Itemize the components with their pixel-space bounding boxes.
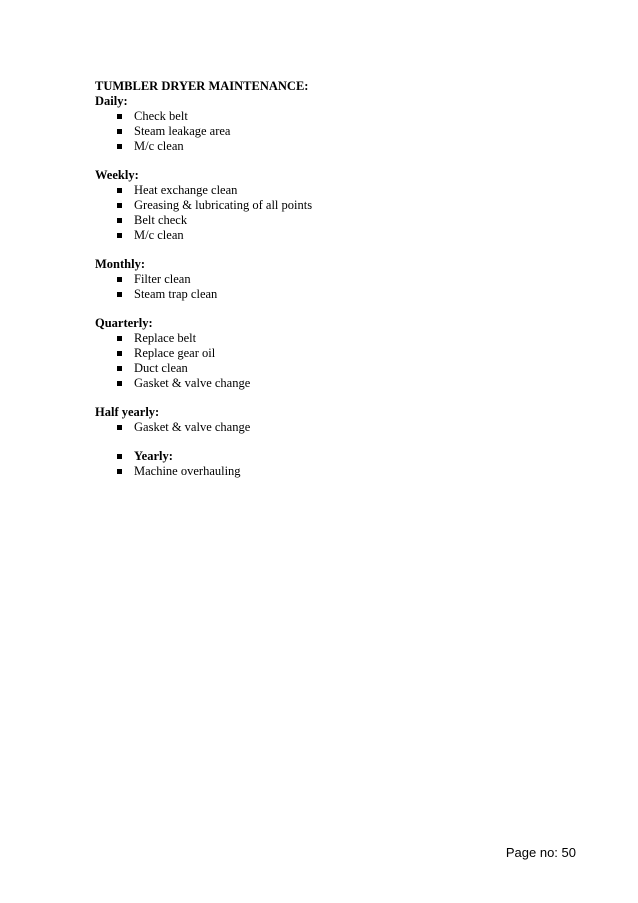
page-number: Page no: 50 [505, 845, 576, 860]
list-item-text: Replace gear oil [134, 346, 216, 360]
square-bullet-icon [117, 469, 122, 474]
square-bullet-icon [117, 144, 122, 149]
square-bullet-icon [117, 114, 122, 119]
square-bullet-icon [117, 129, 122, 134]
bullet-list [95, 183, 575, 243]
list-item-text: Heat exchange clean [134, 183, 238, 197]
bullet-list [95, 109, 575, 154]
section-yearly [95, 449, 575, 479]
section-half-yearly [95, 405, 575, 435]
section-weekly [95, 168, 575, 243]
list-item-text: Gasket & valve change [134, 420, 251, 434]
list-item [95, 346, 575, 361]
section-heading: Yearly: [134, 449, 173, 463]
list-item-text: Steam trap clean [134, 287, 218, 301]
list-item [95, 124, 575, 139]
list-item-text: Belt check [134, 213, 188, 227]
square-bullet-icon [117, 366, 122, 371]
list-item [95, 464, 575, 479]
square-bullet-icon [117, 454, 122, 459]
list-item [95, 420, 575, 435]
list-item-text: Filter clean [134, 272, 191, 286]
section-monthly [95, 257, 575, 302]
bullet-list [95, 331, 575, 391]
list-item [95, 213, 575, 228]
list-item [95, 376, 575, 391]
square-bullet-icon [117, 425, 122, 430]
list-item-text: Steam leakage area [134, 124, 231, 138]
section-heading: Quarterly: [95, 316, 153, 330]
list-item-text: Machine overhauling [134, 464, 241, 478]
list-item [95, 287, 575, 302]
document-body [95, 79, 575, 493]
section-daily [95, 94, 575, 154]
square-bullet-icon [117, 218, 122, 223]
bullet-list [95, 449, 575, 479]
square-bullet-icon [117, 188, 122, 193]
list-item [95, 449, 575, 464]
list-item-text: Duct clean [134, 361, 188, 375]
square-bullet-icon [117, 292, 122, 297]
list-item [95, 183, 575, 198]
square-bullet-icon [117, 203, 122, 208]
section-quarterly [95, 316, 575, 391]
bullet-list [95, 420, 575, 435]
document-title: TUMBLER DRYER MAINTENANCE: [95, 79, 309, 93]
list-item-text: Gasket & valve change [134, 376, 251, 390]
square-bullet-icon [117, 233, 122, 238]
section-heading: Daily: [95, 94, 128, 108]
section-heading: Weekly: [95, 168, 139, 182]
list-item [95, 109, 575, 124]
list-item [95, 139, 575, 154]
square-bullet-icon [117, 336, 122, 341]
list-item [95, 228, 575, 243]
list-item-text: M/c clean [134, 228, 184, 242]
list-item [95, 198, 575, 213]
square-bullet-icon [117, 277, 122, 282]
square-bullet-icon [117, 381, 122, 386]
list-item-text: Check belt [134, 109, 188, 123]
list-item-text: M/c clean [134, 139, 184, 153]
list-item-text: Greasing & lubricating of all points [134, 198, 313, 212]
square-bullet-icon [117, 351, 122, 356]
section-heading: Half yearly: [95, 405, 160, 419]
list-item [95, 272, 575, 287]
list-item-text: Replace belt [134, 331, 197, 345]
list-item [95, 361, 575, 376]
list-item [95, 331, 575, 346]
section-heading: Monthly: [95, 257, 145, 271]
bullet-list [95, 272, 575, 302]
